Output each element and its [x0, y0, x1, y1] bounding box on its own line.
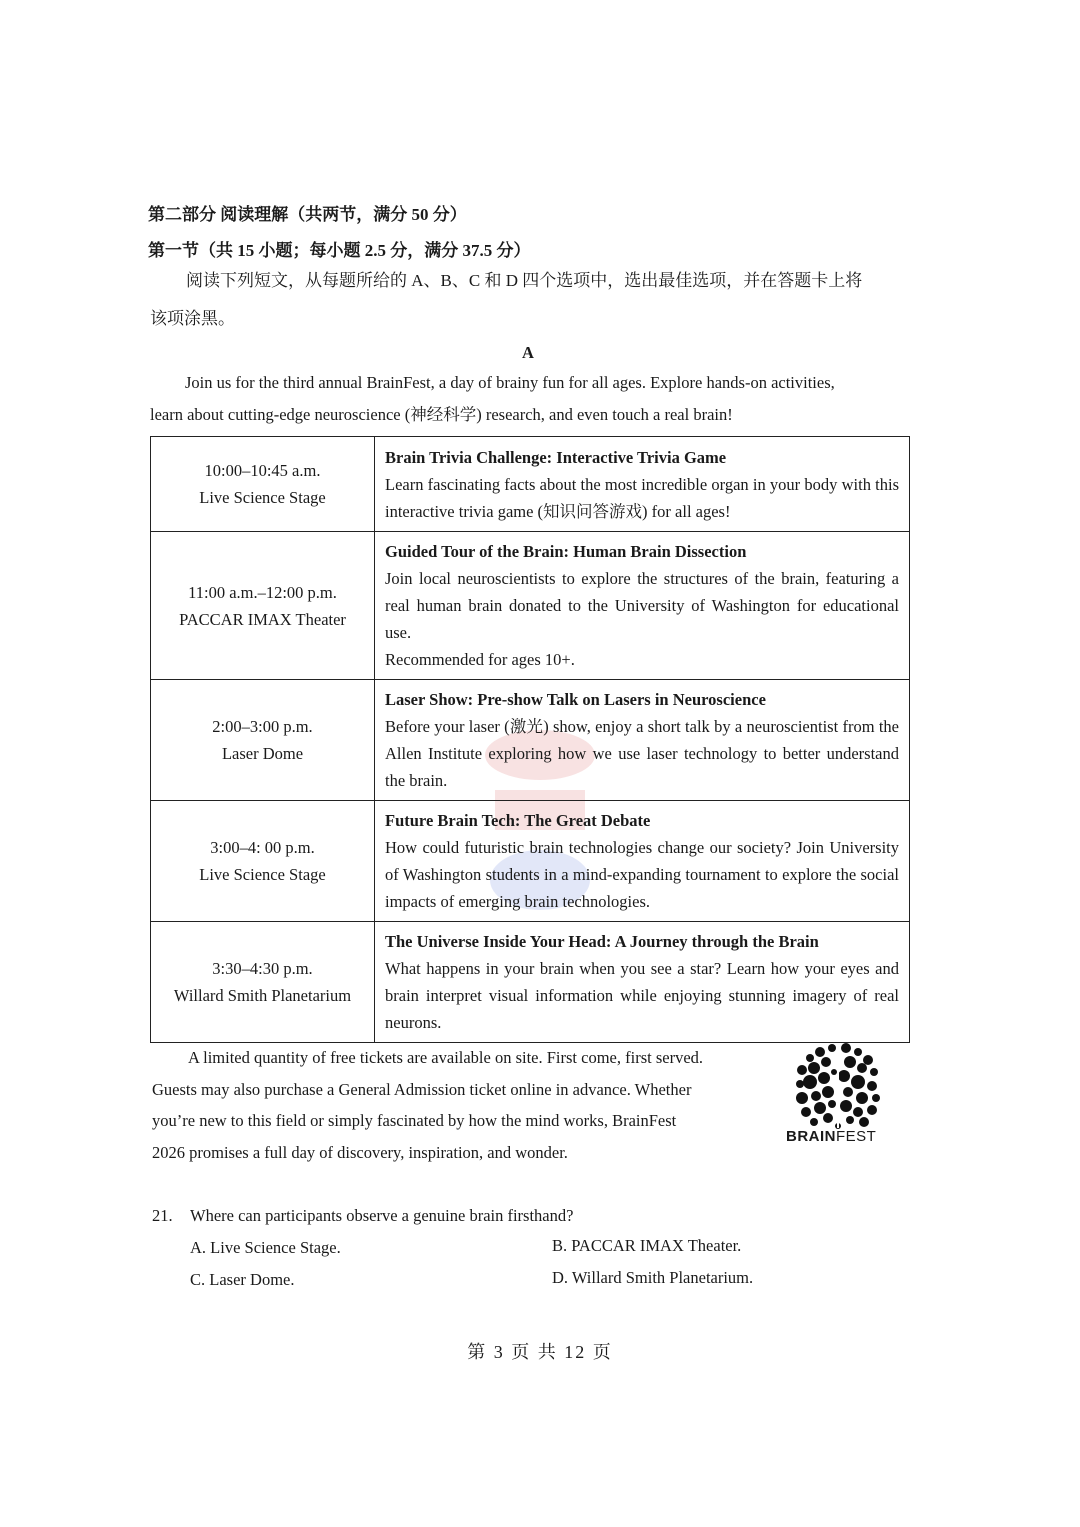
page-footer: 第 3 页 共 12 页: [467, 1342, 613, 1362]
event-title: The Universe Inside Your Head: A Journey through the Brain: [385, 932, 819, 951]
intro-line-1: Join us for the third annual BrainFest, a day of brainy fun for all ages. Explore hands-on activities,: [185, 373, 835, 392]
event-description: Learn fascinating facts about the most incredible organ in your body with this interactive trivia game (知识问答游戏) for all ages!: [385, 474, 899, 521]
schedule-table: [150, 436, 910, 1043]
event-time: 3:30–4:30 p.m.: [212, 959, 313, 978]
schedule-row: [151, 801, 910, 922]
event-title: Laser Show: Pre-show Talk on Lasers in Neuroscience: [385, 690, 766, 709]
schedule-row: [151, 680, 910, 801]
event-description: Before your laser (激光) show, enjoy a short talk by a neuroscientist from the Allen Institute exploring how we use laser technology to better understand the brain.: [385, 717, 899, 790]
time-place-cell: [151, 437, 375, 532]
closing-line-3: you’re new to this field or simply fascinated by how the mind works, BrainFest: [152, 1111, 677, 1130]
schedule-row: [151, 437, 910, 532]
passage-label: A: [522, 343, 534, 362]
schedule-row: [151, 922, 910, 1043]
event-title: Guided Tour of the Brain: Human Brain Dissection: [385, 542, 747, 561]
event-cell: [375, 801, 910, 922]
closing-line-1: A limited quantity of free tickets are available on site. First come, first served.: [188, 1048, 704, 1067]
event-description: What happens in your brain when you see a star? Learn how your eyes and brain interpret visual information while enjoying stunning imagery of real neurons.: [385, 959, 899, 1032]
section-title: 第一节（共 15 小题；每小题 2.5 分，满分 37.5 分）: [148, 241, 531, 260]
event-description: Join local neuroscientists to explore the structures of the brain, featuring a real human brain donated to the University of Washington for educational use.: [385, 569, 899, 642]
event-extra-note: Recommended for ages 10+.: [385, 650, 575, 669]
event-description: How could futuristic brain technologies change our society? Join University of Washington students in a mind-expanding tournament to explore the social impacts of emerging brain technologies.: [385, 838, 899, 911]
instruction-line-1: 阅读下列短文，从每题所给的 A、B、C 和 D 四个选项中，选出最佳选项，并在答题卡上将: [186, 271, 863, 290]
closing-line-4: 2026 promises a full day of discovery, inspiration, and wonder.: [152, 1143, 568, 1162]
event-place: PACCAR IMAX Theater: [179, 609, 346, 629]
time-place-cell: [151, 680, 375, 801]
event-place: Laser Dome: [221, 744, 304, 763]
option-a: A. Live Science Stage.: [190, 1238, 341, 1257]
event-cell: [375, 437, 910, 532]
time-place-cell: [151, 801, 375, 922]
time-place-cell: [151, 922, 375, 1043]
brainfest-logo-text: [786, 1128, 876, 1145]
closing-line-2: Guests may also purchase a General Admission ticket online in advance. Whether: [152, 1080, 692, 1099]
schedule-row: [151, 532, 910, 680]
event-title: Brain Trivia Challenge: Interactive Trivia Game: [385, 447, 727, 467]
event-time: 3:00–4: 00 p.m.: [210, 838, 315, 857]
logo-text-bold: BRAIN: [786, 1128, 836, 1145]
question-number: 21.: [152, 1206, 173, 1225]
event-cell: [375, 532, 910, 680]
logo-text-light: FEST: [836, 1128, 877, 1145]
event-time: 10:00–10:45 a.m.: [204, 461, 321, 480]
instruction-line-2: 该项涂黑。: [150, 309, 235, 328]
time-place-cell: [151, 532, 375, 680]
event-cell: [375, 680, 910, 801]
question-stem: Where can participants observe a genuine brain firsthand?: [190, 1206, 574, 1225]
event-time: 11:00 a.m.–12:00 p.m.: [188, 582, 337, 602]
option-d: D. Willard Smith Planetarium.: [552, 1268, 754, 1287]
event-title: Future Brain Tech: The Great Debate: [385, 811, 651, 830]
intro-line-2: learn about cutting-edge neuroscience (神经科学) research, and even touch a real brain!: [150, 405, 733, 424]
option-c: C. Laser Dome.: [190, 1270, 295, 1289]
option-b: B. PACCAR IMAX Theater.: [552, 1236, 742, 1255]
event-time: 2:00–3:00 p.m.: [212, 717, 313, 736]
event-place: Live Science Stage: [199, 865, 326, 884]
part-title: 第二部分 阅读理解（共两节，满分 50 分）: [148, 205, 467, 224]
event-place: Live Science Stage: [199, 488, 326, 507]
event-cell: [375, 922, 910, 1043]
event-place: Willard Smith Planetarium: [173, 986, 352, 1005]
